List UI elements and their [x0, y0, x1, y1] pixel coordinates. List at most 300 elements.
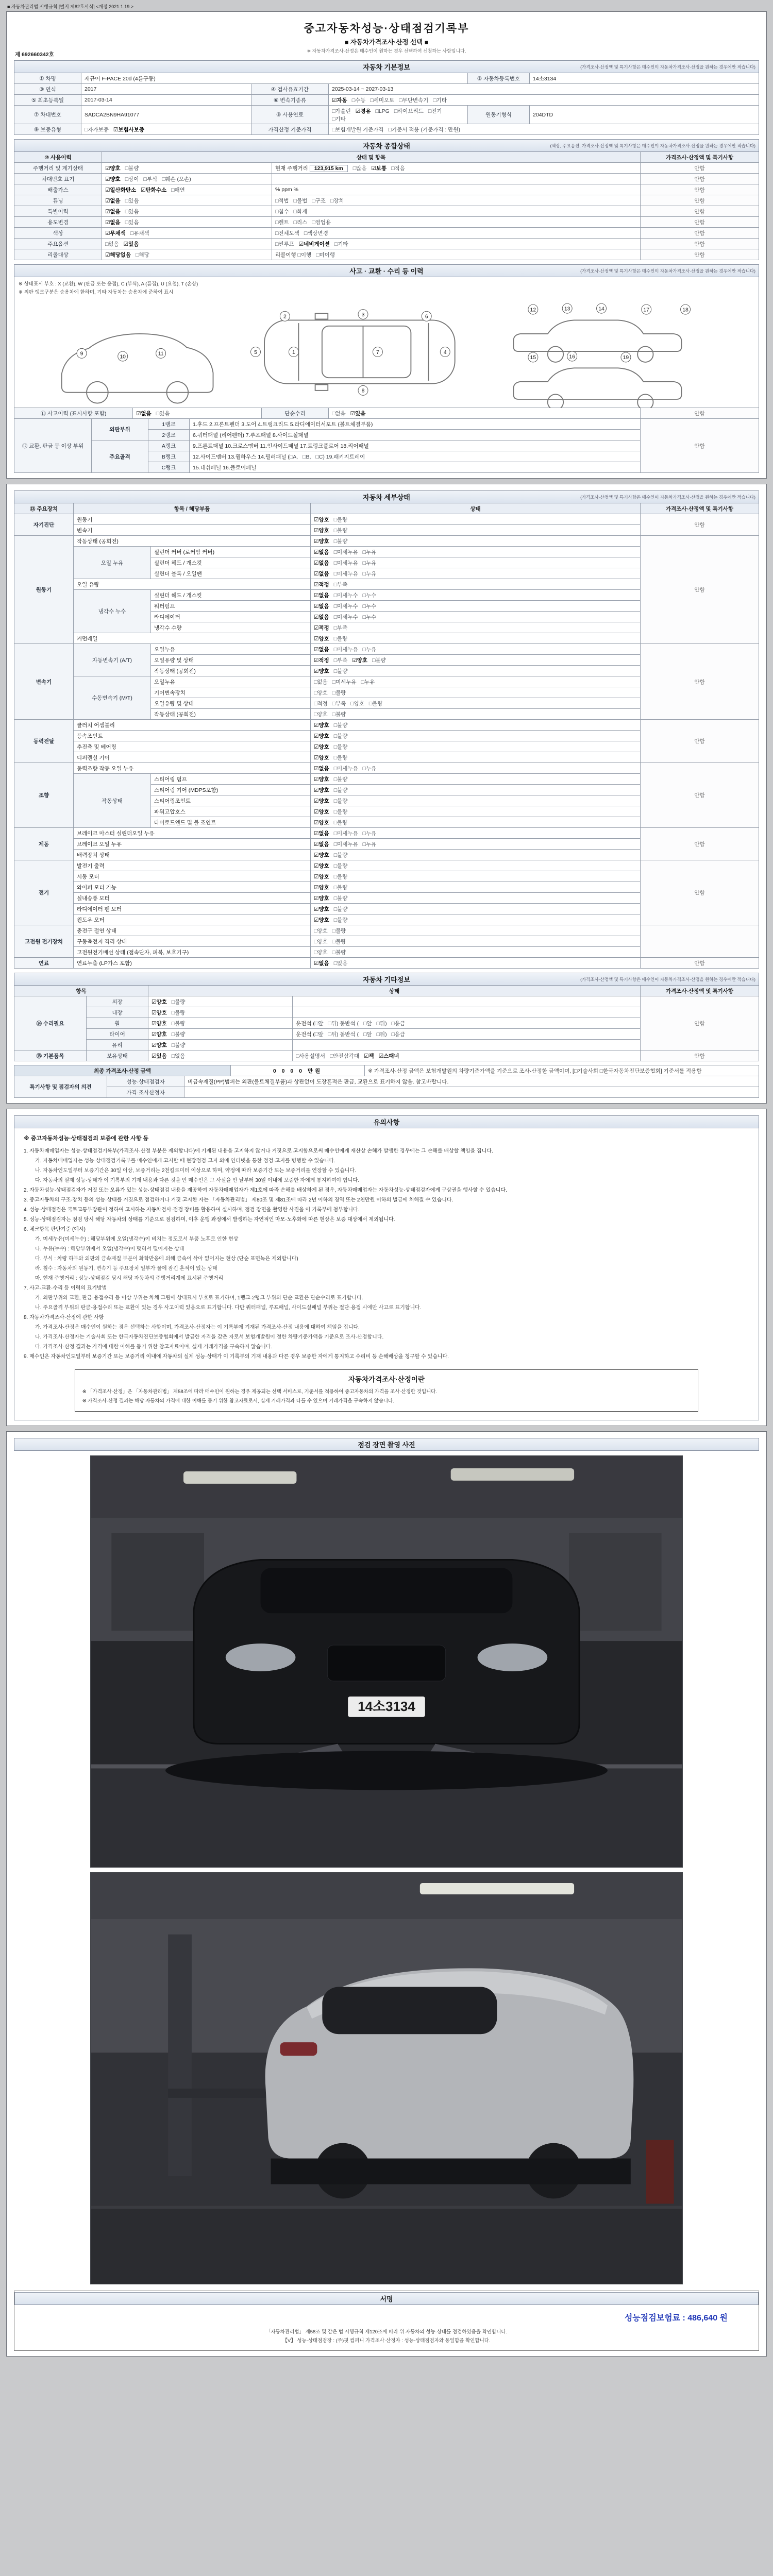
checkbox-option[interactable]: ☑일산화탄소: [105, 187, 137, 193]
checkbox-option[interactable]: □불량: [368, 700, 383, 707]
checkbox-option[interactable]: □불량: [333, 917, 348, 923]
field-text: 1.후드 2.프론트펜더 3.도어 4.트렁크리드 5.라디에이터서포트 (볼트체결부품): [193, 421, 373, 428]
price-cell: 안함: [641, 828, 759, 860]
device-group: 원동기: [14, 536, 74, 644]
checkbox-option[interactable]: □있음: [156, 410, 170, 417]
panel-group: 주요골격: [92, 440, 148, 473]
status-cell: [102, 206, 272, 217]
checkbox-option[interactable]: ☑양호: [314, 862, 329, 869]
checkbox-option[interactable]: □미세누유: [332, 679, 357, 685]
item-name: 시동 모터: [74, 871, 311, 882]
checkbox-option[interactable]: □누수: [362, 603, 377, 609]
checkbox-option[interactable]: □누유: [362, 841, 377, 848]
field-value: [329, 84, 759, 95]
item-name: 배력장치 상태: [74, 850, 311, 860]
checkbox-option[interactable]: □불량: [333, 787, 348, 793]
checkbox-option[interactable]: ☑양호: [314, 635, 329, 642]
checkbox-option[interactable]: □불량: [333, 635, 348, 642]
checkbox-option[interactable]: □불량: [333, 852, 348, 858]
checkbox-option[interactable]: ☑양호: [314, 722, 329, 728]
status-cell: [311, 536, 641, 547]
checkbox-option[interactable]: ☑양호: [314, 873, 329, 880]
detail-cell: [293, 1007, 641, 1018]
checkbox-option[interactable]: □적법: [275, 197, 289, 204]
checkbox-option[interactable]: ☑없음: [105, 208, 121, 215]
checkbox-option[interactable]: □상이: [125, 176, 139, 182]
checkbox-option[interactable]: □침수: [275, 208, 289, 215]
svg-text:3: 3: [361, 312, 365, 318]
status-cell: [148, 1050, 293, 1061]
opinion-label: 특기사항 및 점검자의 의견: [14, 1076, 107, 1098]
field-label: ④ 검사유효기간: [251, 84, 329, 95]
checkbox-option[interactable]: ☑양호: [314, 819, 329, 826]
item-name: 오일유량 및 상태: [151, 698, 311, 709]
checkbox-option[interactable]: □뒤): [376, 1031, 387, 1038]
rank-label: 2랭크: [148, 430, 190, 440]
checkbox-option[interactable]: ☑양호: [314, 776, 329, 783]
item-name: 충전구 절연 상태: [74, 925, 311, 936]
checkbox-option[interactable]: ☑양호: [314, 516, 329, 523]
notice-paragraph: 8. 자동차가격조사·산정에 관한 사항: [24, 1315, 104, 1321]
status-cell: [311, 622, 641, 633]
checkbox-option[interactable]: ☑양호: [152, 1009, 167, 1016]
item-name: 구동축전지 격리 상태: [74, 936, 311, 947]
checkbox-option[interactable]: □있음: [333, 960, 348, 967]
checkbox-option[interactable]: ☑없음: [314, 765, 329, 772]
checkbox-option[interactable]: □구조: [312, 197, 326, 204]
checkbox-option[interactable]: ☑없음: [314, 830, 329, 837]
checkbox-option[interactable]: □불량: [372, 657, 386, 664]
status-cell: [102, 163, 272, 174]
checkbox-option[interactable]: □자가보증: [85, 126, 109, 133]
checkbox-option[interactable]: □앞: [363, 1020, 372, 1027]
checkbox-option[interactable]: ☑없음: [105, 219, 121, 226]
checkbox-option[interactable]: □있음: [125, 197, 139, 204]
checkbox-option[interactable]: □불량: [333, 538, 348, 545]
checkbox-option[interactable]: □양호: [350, 700, 364, 707]
checkbox-option[interactable]: □A,: [289, 453, 298, 460]
svg-text:9: 9: [80, 351, 83, 357]
checkbox-option[interactable]: ☑있음: [350, 410, 366, 417]
checkbox-option[interactable]: □미세누수: [333, 614, 358, 620]
checkbox-option[interactable]: ☑양호: [314, 527, 329, 534]
checkbox-option[interactable]: □양호: [314, 711, 328, 718]
checkbox-option[interactable]: □있음: [125, 208, 139, 215]
svg-text:2: 2: [283, 314, 287, 320]
checkbox-option[interactable]: □양호: [314, 949, 328, 956]
checkbox-option[interactable]: ☑양호: [314, 884, 329, 891]
checkbox-option[interactable]: □없음: [171, 1053, 186, 1059]
status-cell: [311, 590, 641, 601]
price-cell: 안함: [641, 163, 759, 174]
status-cell: [311, 612, 641, 622]
checkbox-option[interactable]: □하이브리드: [394, 108, 424, 114]
svg-text:1: 1: [292, 349, 295, 355]
item-name: 워터펌프: [151, 601, 311, 612]
checkbox-option[interactable]: □리스: [293, 219, 308, 226]
checkbox-option[interactable]: □미세누유: [333, 570, 358, 577]
checkbox-option[interactable]: □뒤) 동반석 (: [328, 1031, 359, 1038]
checkbox-option[interactable]: □세미오토: [370, 97, 395, 104]
checkbox-option[interactable]: ☑양호: [314, 895, 329, 902]
price-cell: 안함: [641, 217, 759, 228]
checkbox-option[interactable]: ☑양호: [152, 1020, 167, 1027]
checkbox-option[interactable]: □이행: [297, 251, 312, 258]
price-cell: 안함: [641, 249, 759, 260]
checkbox-option[interactable]: □응급: [391, 1031, 406, 1038]
column-header: 가격조사·산정액 및 특기사항: [641, 986, 759, 996]
checkbox-option[interactable]: □불량: [171, 1009, 186, 1016]
checkbox-option[interactable]: ☑적정: [314, 657, 329, 664]
checkbox-option[interactable]: □누유: [362, 549, 377, 555]
column-header: 가격조사·산정액 및 특기사항: [641, 152, 759, 163]
photo-2-scene: [91, 1873, 682, 2284]
checkbox-option[interactable]: □누수: [362, 592, 377, 599]
checkbox-option[interactable]: ☑양호: [314, 668, 329, 674]
panel-rank-table: [14, 418, 759, 473]
field-label: ⑧ 사용연료: [251, 106, 329, 124]
checkbox-option[interactable]: ☑양호: [314, 906, 329, 912]
checkbox-option[interactable]: ☑양호: [314, 787, 329, 793]
item-group: 자동변속기 (A/T): [74, 644, 151, 676]
checkbox-option[interactable]: ☑양호: [314, 733, 329, 739]
row-label: 리콜대상: [14, 249, 102, 260]
checkbox-option[interactable]: ☑양호: [105, 176, 121, 182]
checkbox-option[interactable]: □부족: [332, 700, 346, 707]
checkbox-option[interactable]: ☑없음: [314, 614, 329, 620]
checkbox-option[interactable]: ☑없음: [314, 592, 329, 599]
item-name: 기어변속장치: [151, 687, 311, 698]
checkbox-option[interactable]: ☑네비게이션: [298, 241, 330, 247]
field-label: ⑨ 보증유형: [14, 124, 81, 135]
checkbox-option[interactable]: ☑해당없음: [105, 251, 131, 258]
panel-section-label: ⑫ 교환, 판금 등 이상 부위: [14, 419, 92, 473]
checkbox-option[interactable]: □불량: [333, 743, 348, 750]
checkbox-option[interactable]: □기준서 적용 (기준가격 : 만원): [388, 126, 461, 133]
checkbox-option[interactable]: ☑보험사보증: [113, 126, 145, 133]
item-group: 냉각수 누수: [74, 590, 151, 633]
checkbox-option[interactable]: □불량: [333, 808, 348, 815]
checkbox-option[interactable]: □렌트: [275, 219, 289, 226]
checkbox-option[interactable]: ☑보통: [371, 165, 387, 172]
checkbox-option[interactable]: ☑적정: [314, 624, 329, 631]
price-cell: 안함: [641, 174, 759, 184]
checkbox-option[interactable]: □불량: [171, 1020, 186, 1027]
checkbox-option[interactable]: □불량: [333, 819, 348, 826]
notice-paragraph: 1. 자동차매매업자는 성능·상태점검기록부(가격조사·산정 부분은 제외합니다)에 기재된 내용을 고지하지 않거나 거짓으로 고지함으로써 매수인에게 재산상 손해가 발생한 경우에는 그 손해를 배상할 책임을 집니다.: [24, 1148, 493, 1155]
column-header: ⑩ 사용이력: [14, 152, 102, 163]
checkbox-option[interactable]: □양호: [314, 938, 328, 945]
item-name: 파워고압호스: [151, 806, 311, 817]
panel-group: 외판부위: [92, 419, 148, 440]
checkbox-option[interactable]: ☑경유: [355, 108, 371, 114]
checkbox-option[interactable]: ☑없음: [314, 841, 329, 848]
checkbox-option[interactable]: □가솔린: [332, 108, 351, 114]
opinion-table: [14, 1076, 759, 1098]
checkbox-option[interactable]: □없음: [332, 410, 346, 417]
status-cell: [311, 947, 641, 958]
section-title: 자동차 기타정보: [363, 976, 410, 984]
checkbox-option[interactable]: □앞: [314, 1020, 324, 1027]
checkbox-option[interactable]: □불량: [333, 906, 348, 912]
checkbox-option[interactable]: □앞: [363, 1031, 372, 1038]
checkbox-option[interactable]: □C) 19.패키지트레이: [315, 453, 365, 460]
checkbox-option[interactable]: □썬루프: [275, 241, 294, 247]
status-cell: [311, 806, 641, 817]
checkbox-option[interactable]: □불량: [125, 165, 139, 172]
item-name: 실린더 커버 (로커암 커버): [151, 547, 311, 557]
checkbox-option[interactable]: ☑없음: [314, 603, 329, 609]
checkbox-option[interactable]: □전체도색: [275, 230, 299, 236]
status-cell: [311, 958, 641, 969]
checkbox-option[interactable]: ☑없음: [136, 410, 152, 417]
checkbox-option[interactable]: □B,: [303, 453, 311, 460]
checkbox-option[interactable]: □누유: [361, 679, 375, 685]
checkbox-option[interactable]: □부족: [333, 581, 348, 588]
checkbox-option[interactable]: □있음: [125, 219, 139, 226]
checkbox-option[interactable]: □미세누유: [333, 841, 358, 848]
accident-bar: [14, 264, 759, 277]
checkbox-option[interactable]: □불량: [332, 711, 346, 718]
checkbox-option[interactable]: □해당: [136, 251, 149, 258]
checkbox-option[interactable]: ☑양호: [152, 1031, 167, 1038]
checkbox-option[interactable]: □장치: [330, 197, 344, 204]
checkbox-option[interactable]: □영업용: [312, 219, 331, 226]
checkbox-option[interactable]: □응급: [391, 1020, 406, 1027]
checkbox-option[interactable]: □불량: [171, 998, 186, 1005]
signature-title: 서명: [380, 2295, 393, 2303]
item-name: 라디에이터: [151, 612, 311, 622]
checkbox-option[interactable]: ☑양호: [105, 165, 121, 172]
checkbox-option[interactable]: □미세누유: [333, 830, 358, 837]
detail-cell: [272, 184, 641, 195]
signature-section: [14, 2291, 759, 2351]
checkbox-option[interactable]: ☑양호: [314, 917, 329, 923]
checkbox-option[interactable]: □LPG: [375, 108, 390, 114]
checkbox-option[interactable]: □불량: [332, 689, 346, 696]
checkbox-option[interactable]: □불법: [293, 197, 308, 204]
checkbox-option[interactable]: ☑스패너: [378, 1053, 399, 1059]
svg-text:15: 15: [530, 355, 536, 361]
notice-paragraph: 나. 자동차인도일부터 보증기간은 30일 이상, 보증거리는 2천킬로미터 이상으로 하며, 약정에 따라 보증기간 또는 보증거리를 연장할 수 있습니다.: [35, 1168, 356, 1174]
status-cell: [148, 1040, 293, 1050]
rank-items: [190, 430, 641, 440]
checkbox-option[interactable]: □기타: [332, 115, 346, 122]
checkbox-option[interactable]: □유채색: [130, 230, 149, 236]
checkbox-option[interactable]: □불량: [332, 949, 346, 956]
checkbox-option[interactable]: □누유: [362, 765, 377, 772]
checkbox-option[interactable]: □불량: [333, 862, 348, 869]
document-number: 제 692660342호: [15, 52, 54, 58]
checkbox-option[interactable]: □불량: [333, 776, 348, 783]
checkbox-option[interactable]: □미세누유: [333, 765, 358, 772]
checkbox-option[interactable]: ☑양호: [352, 657, 368, 664]
checkbox-option[interactable]: □불량: [171, 1031, 186, 1038]
checkbox-option[interactable]: □불량: [171, 1042, 186, 1048]
price-cell: 안함: [641, 958, 759, 969]
checkbox-option[interactable]: □불량: [333, 873, 348, 880]
checkbox-option[interactable]: ☑없음: [314, 549, 329, 555]
checkbox-option[interactable]: □불량: [333, 895, 348, 902]
checkbox-option[interactable]: ☑없음: [314, 570, 329, 577]
checkbox-option[interactable]: ☑양호: [314, 538, 329, 545]
row-label: 용도변경: [14, 217, 102, 228]
checkbox-option[interactable]: □미세누수: [333, 592, 358, 599]
checkbox-option[interactable]: □누수: [362, 614, 377, 620]
field-value: [530, 106, 759, 124]
checkbox-option[interactable]: ☑양호: [152, 1042, 167, 1048]
checkbox-option[interactable]: □불량: [333, 527, 348, 534]
checkbox-option[interactable]: ☑자동: [332, 97, 347, 104]
accident-history-label: ⑪ 사고이력 (표시사항 포함): [14, 408, 133, 419]
checkbox-option[interactable]: □누유: [362, 830, 377, 837]
item-name: 윈도우 모터: [74, 914, 311, 925]
checkbox-option[interactable]: ☑양호: [314, 852, 329, 858]
checkbox-option[interactable]: □보험개발원 기준가격: [332, 126, 384, 133]
checkbox-option[interactable]: □기타: [334, 241, 348, 247]
checkbox-option[interactable]: ☑잭: [364, 1053, 374, 1059]
inspection-photo-front-underside: [90, 1455, 683, 1868]
detail-cell: [293, 1040, 641, 1050]
checkbox-option[interactable]: □많음: [352, 165, 367, 172]
detail-cell: [293, 1029, 641, 1040]
field-text: 재규어 F-PACE 20d (4륜구동): [85, 75, 156, 82]
status-cell: [311, 601, 641, 612]
signature-statement: 「자동차관리법」 제58조 및 같은 법 시행규칙 제120조에 따라 위 자동차의 성능·상태를 점검하였음을 확인합니다.: [265, 2329, 508, 2335]
checkbox-option[interactable]: □누유: [362, 560, 377, 566]
checkbox-option[interactable]: ☑없음: [314, 560, 329, 566]
status-cell: [148, 996, 293, 1007]
status-code-legend: ※ 상태표시 부호 : X (교환), W (판금 또는 용접), C (부식), A (흠집), U (요철), T (손상): [19, 281, 198, 287]
checkbox-option[interactable]: □불량: [332, 938, 346, 945]
checkbox-option[interactable]: ☑양호: [152, 998, 167, 1005]
checkbox-option[interactable]: □없음: [105, 241, 119, 247]
checkbox-option[interactable]: ☑양호: [314, 754, 329, 761]
status-cell: [311, 525, 641, 536]
notice-paragraph: 나. 누유(누수) : 해당부위에서 오일(냉각수)이 맺혀서 떨어지는 상태: [35, 1246, 184, 1252]
checkbox-option[interactable]: □기타: [433, 97, 447, 104]
checkbox-option[interactable]: □미세누유: [333, 646, 358, 653]
checkbox-option[interactable]: ☑적정: [314, 581, 329, 588]
item-group: 오일 누유: [74, 547, 151, 579]
checkbox-option[interactable]: □불량: [332, 927, 346, 934]
checkbox-option[interactable]: □사용설명서: [296, 1053, 326, 1059]
detail-cell: [293, 1018, 641, 1029]
checkbox-option[interactable]: ☑양호: [314, 798, 329, 804]
checkbox-option[interactable]: □안전삼각대: [330, 1053, 360, 1059]
checkbox-option[interactable]: □뒤): [376, 1020, 387, 1027]
checkbox-option[interactable]: □양호: [314, 927, 328, 934]
item-name: 오일누유: [151, 644, 311, 655]
checkbox-option[interactable]: □매연: [171, 187, 185, 193]
etc-item: 유리: [87, 1040, 148, 1050]
status-cell: [102, 174, 272, 184]
detail-cell: [272, 206, 641, 217]
column-header: 상태 및 항목: [102, 152, 641, 163]
checkbox-option[interactable]: □없음: [314, 679, 328, 685]
item-name: 등속조인트: [74, 731, 311, 741]
status-cell: [102, 195, 272, 206]
checkbox-option[interactable]: □누유: [362, 570, 377, 577]
checkbox-option[interactable]: □무단변속기: [399, 97, 429, 104]
checkbox-option[interactable]: ☑있음: [152, 1053, 167, 1059]
checkbox-option[interactable]: □미이행: [316, 251, 335, 258]
column-header: 상태: [311, 503, 641, 514]
checkbox-option[interactable]: □누유: [362, 646, 377, 653]
rank-legend: ※ 외판 랭크구분은 승용차에 한하며, 기타 자동차는 승용차에 준하여 표시: [19, 290, 174, 295]
price-cell: 안함: [641, 763, 759, 828]
status-cell: [311, 741, 641, 752]
checkbox-option[interactable]: □미세누유: [333, 549, 358, 555]
checkbox-option[interactable]: □부족: [333, 624, 348, 631]
checkbox-option[interactable]: □불량: [333, 884, 348, 891]
field-value: [81, 84, 251, 95]
checkbox-option[interactable]: □미세누수: [333, 603, 358, 609]
checkbox-option[interactable]: ☑탄화수소: [141, 187, 167, 193]
checkbox-option[interactable]: □뒤) 동반석 (: [328, 1020, 359, 1027]
checkbox-option[interactable]: □훼손 (오손): [161, 176, 191, 182]
checkbox-option[interactable]: □앞: [314, 1031, 324, 1038]
checkbox-option[interactable]: □불량: [333, 668, 348, 674]
checkbox-option[interactable]: □부식: [143, 176, 157, 182]
final-price-basis: ※ 가격조사·산정 금액은 보험개발원의 차량기준가액을 기준으로 조사·산정한 금액이며, [□기술사회 □한국자동차진단보증협회] 기준서를 적용함: [365, 1065, 759, 1076]
checkbox-option[interactable]: ☑있음: [123, 241, 139, 247]
checkbox-option[interactable]: □적음: [391, 165, 405, 172]
basic-info-table: [14, 73, 759, 135]
checkbox-option[interactable]: ☑양호: [314, 808, 329, 815]
checkbox-option[interactable]: □적정: [314, 700, 328, 707]
column-header: 항목: [14, 986, 148, 996]
checkbox-option[interactable]: □불량: [333, 516, 348, 523]
rank-label: 1랭크: [148, 419, 190, 430]
field-label: 가격산정 기준가격: [251, 124, 329, 135]
checkbox-option[interactable]: □불량: [333, 798, 348, 804]
checkbox-option[interactable]: □불량: [333, 733, 348, 739]
checkbox-option[interactable]: ☑없음: [314, 960, 329, 967]
checkbox-option[interactable]: □불량: [333, 722, 348, 728]
checkbox-option[interactable]: □불량: [333, 754, 348, 761]
item-name: 스티어링 펌프: [151, 774, 311, 785]
field-text: 2017: [85, 86, 97, 92]
column-header: ⑬ 주요장치: [14, 503, 74, 514]
definition-title: 자동차가격조사·산정이란: [348, 1375, 425, 1383]
status-cell: [311, 557, 641, 568]
checkbox-option[interactable]: □부족: [333, 657, 348, 664]
checkbox-option[interactable]: □미세누유: [333, 560, 358, 566]
checkbox-option[interactable]: □전기: [428, 108, 442, 114]
checkbox-option[interactable]: □양호: [314, 689, 328, 696]
rank-label: B랭크: [148, 451, 190, 462]
checkbox-option[interactable]: □수동: [351, 97, 366, 104]
checkbox-option[interactable]: ☑양호: [314, 743, 329, 750]
checkbox-option[interactable]: ☑없음: [105, 197, 121, 204]
checkbox-option[interactable]: □색상변경: [304, 230, 328, 236]
checkbox-option[interactable]: □화재: [293, 208, 308, 215]
notices-bar: [14, 1115, 759, 1128]
device-group: 연료: [14, 958, 74, 969]
section-title: 자동차 기본정보: [363, 63, 410, 71]
device-group: 조향: [14, 763, 74, 828]
field-value: [329, 124, 759, 135]
checkbox-option[interactable]: ☑없음: [314, 646, 329, 653]
rank-items: [190, 440, 641, 451]
column-header: 상태: [148, 986, 641, 996]
field-label: ⑤ 최초등록일: [14, 95, 81, 106]
status-cell: [311, 698, 641, 709]
checkbox-option[interactable]: ☑무채색: [105, 230, 126, 236]
page-photos: [6, 1431, 767, 2357]
notice-paragraph: 가. 가격조사·산정은 매수인이 원하는 경우 선택하는 사항이며, 가격조사·산정자는 이 기록부에 기재된 가격조사·산정 내용에 대하여 책임을 집니다.: [35, 1325, 360, 1331]
